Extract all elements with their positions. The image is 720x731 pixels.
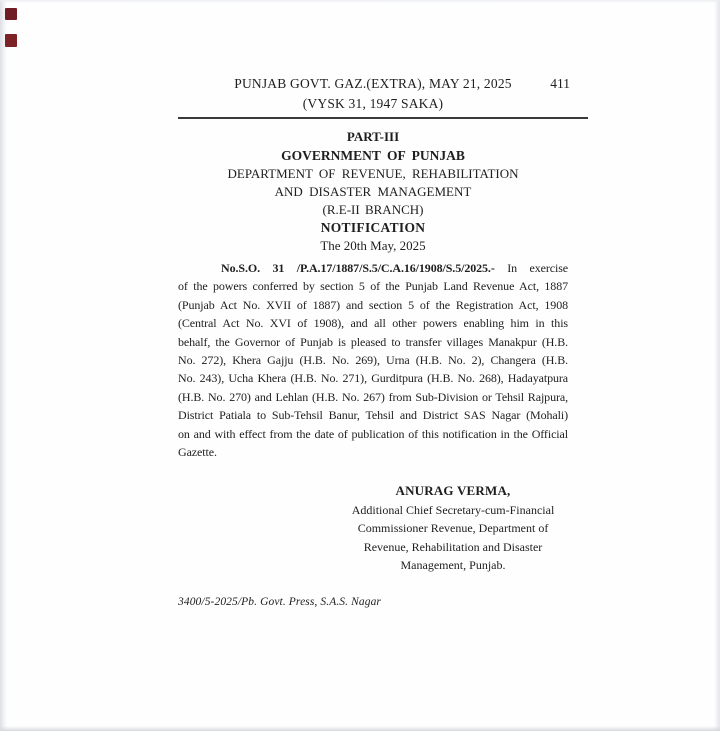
part-heading: PART-III <box>346 129 400 144</box>
body-line <box>178 259 568 277</box>
gazette-header-line2: (VYSK 31, 1947 SAKA) <box>302 96 444 111</box>
notification-body <box>178 259 568 461</box>
department-heading-line2: AND DISASTER MANAGEMENT <box>274 184 472 199</box>
body-line: No. 272), Khera Gajju (H.B. No. 269), Urna (H.B. No. 2), Changera (H.B. <box>178 353 568 368</box>
body-line: Gazette. <box>178 445 217 460</box>
branch-heading: (R.E-II BRANCH) <box>322 202 424 217</box>
scan-edge-left <box>0 0 7 731</box>
department-heading-line1: DEPARTMENT OF REVENUE, REHABILITATION <box>227 166 519 181</box>
government-heading: GOVERNMENT OF PUNJAB <box>281 148 465 163</box>
body-text: In exercise <box>494 261 568 275</box>
body-line: No. 243), Ucha Khera (H.B. No. 271), Gurditpura (H.B. No. 268), Hadayatpura <box>178 371 568 386</box>
body-line: (Punjab Act No. XVII of 1887) and section 5 of the Registration Act, 1908 <box>178 297 568 312</box>
body-line: (Central Act No. XVI of 1908), and all other powers enabling him in this <box>178 316 568 331</box>
body-line: District Patiala to Sub-Tehsil Banur, Tehsil and District SAS Nagar (Mohali) <box>178 408 568 423</box>
signatory-title-line: Additional Chief Secretary-cum-Financial <box>351 502 555 517</box>
scan-edge-bottom <box>0 726 720 731</box>
signatory-title-line: Commissioner Revenue, Department of <box>357 521 549 536</box>
scan-edge-right <box>714 0 720 731</box>
gazette-header-line1: PUNJAB GOVT. GAZ.(EXTRA), MAY 21, 2025 <box>234 76 512 91</box>
body-line: behalf, the Governor of Punjab is pleased to transfer villages Manakpur (H.B. <box>178 334 568 349</box>
notification-date: The 20th May, 2025 <box>320 238 426 253</box>
body-line: of the powers conferred by section 5 of the Punjab Land Revenue Act, 1887 <box>178 279 568 294</box>
notification-number: No.S.O. 31 /P.A.17/1887/S.5/C.A.16/1908/S.5/2025.- <box>221 261 495 275</box>
annotation-mark-icon <box>5 34 17 47</box>
body-line: (H.B. No. 270) and Lehlan (H.B. No. 267) from Sub-Division or Tehsil Rajpura, <box>178 389 568 404</box>
page-number: 411 <box>550 76 570 91</box>
press-imprint: 3400/5-2025/Pb. Govt. Press, S.A.S. Nagar <box>178 596 381 608</box>
notification-heading: NOTIFICATION <box>320 220 426 235</box>
annotation-mark-icon <box>5 8 17 20</box>
body-line: on and with effect from the date of publication of this notification in the Official <box>178 426 568 441</box>
header-divider <box>178 117 588 119</box>
signatory-title-line: Management, Punjab. <box>400 558 506 573</box>
signatory-title-line: Revenue, Rehabilitation and Disaster <box>363 539 543 554</box>
signatory-name: ANURAG VERMA, <box>395 483 511 498</box>
scan-edge-top <box>0 0 720 3</box>
signature-block <box>328 482 578 575</box>
